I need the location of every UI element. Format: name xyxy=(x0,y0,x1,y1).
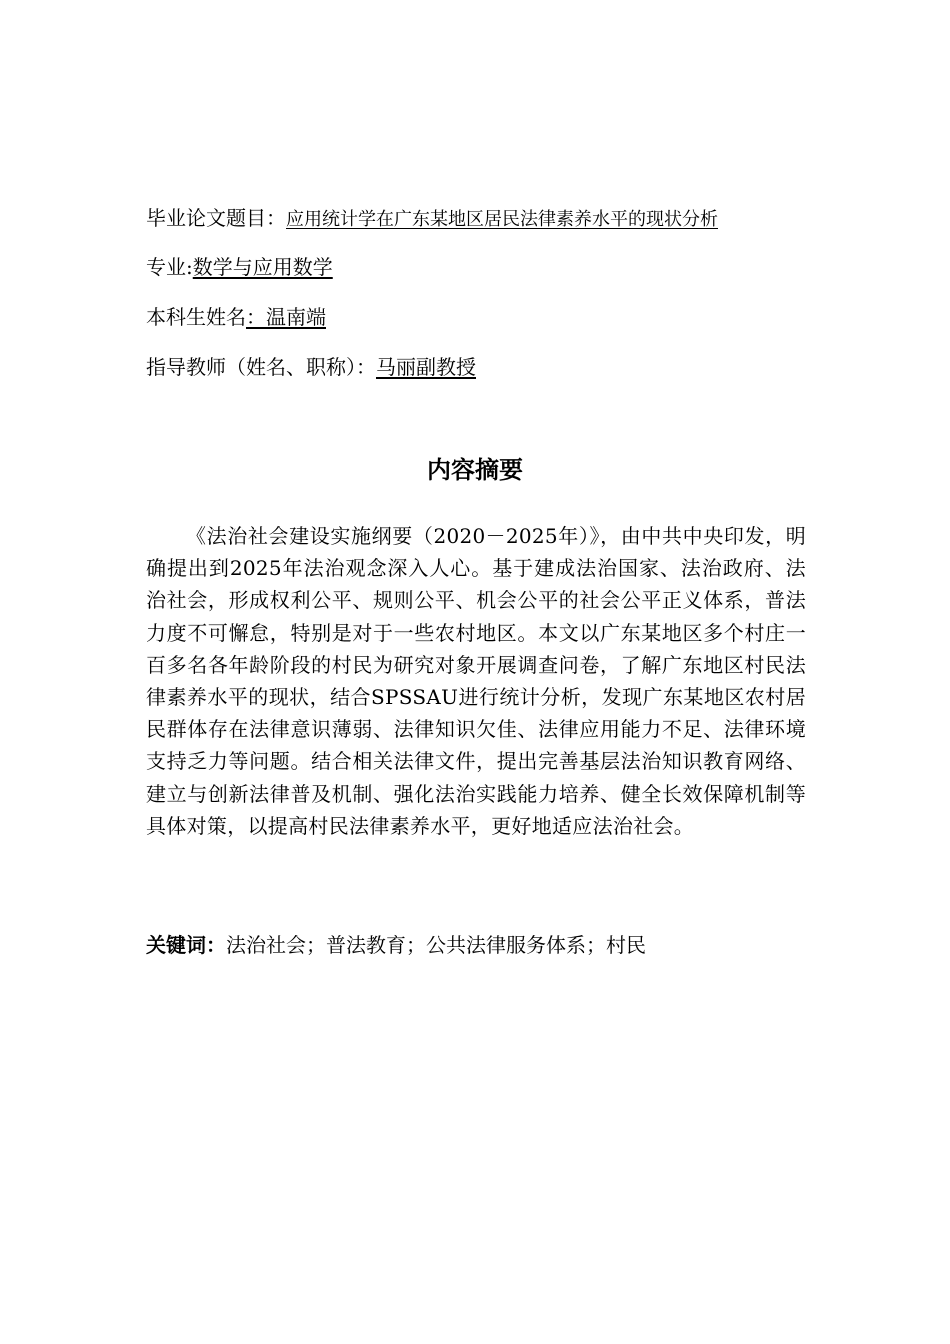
keywords-line xyxy=(146,931,646,959)
thesis-title-label: 毕业论文题目： xyxy=(146,206,286,230)
thesis-title-value: 应用统计学在广东某地区居民法律素养水平的现状分析 xyxy=(286,209,718,230)
major-value: 数学与应用数学 xyxy=(192,255,333,279)
advisor-value: 马丽副教授 xyxy=(376,355,476,379)
advisor-line xyxy=(146,355,476,379)
major-line xyxy=(146,255,333,279)
keywords-value: 法治社会；普法教育；公共法律服务体系；村民 xyxy=(226,933,646,957)
thesis-title-line xyxy=(146,206,718,232)
keywords-label: 关键词： xyxy=(146,933,226,957)
abstract-body: 《法治社会建设实施纲要（2020－2025年）》，由中共中央印发，明确提出到2025年法治观念深入人心。基于建成法治国家、法治政府、法治社会，形成权利公平、规则公平、机会公平的社会公平正义体系，普法力度不可懈怠，特别是对于一些农村地区。本文以广东某地区多个村庄一百多名各年龄阶段的村民为研究对象开展调查问卷，了解广东地区村民法律素养水平的现状，结合SPSSAU进行统计分析，发现广东某地区农村居民群体存在法律意识薄弱、法律知识欠佳、法律应用能力不足、法律环境支持乏力等问题。结合相关法律文件，提出完善基层法治知识教育网络、建立与创新法律普及机制、强化法治实践能力培养、健全长效保障机制等具体对策，以提高村民法律素养水平，更好地适应法治社会。 xyxy=(146,524,806,838)
abstract-heading: 内容摘要 xyxy=(427,456,523,484)
student-name-label: 本科生姓名 xyxy=(146,305,246,329)
student-name-value: ：温南端 xyxy=(246,305,326,329)
student-name-line xyxy=(146,305,326,329)
advisor-label: 指导教师（姓名、职称）： xyxy=(146,355,376,379)
major-label: 专业: xyxy=(146,255,193,279)
